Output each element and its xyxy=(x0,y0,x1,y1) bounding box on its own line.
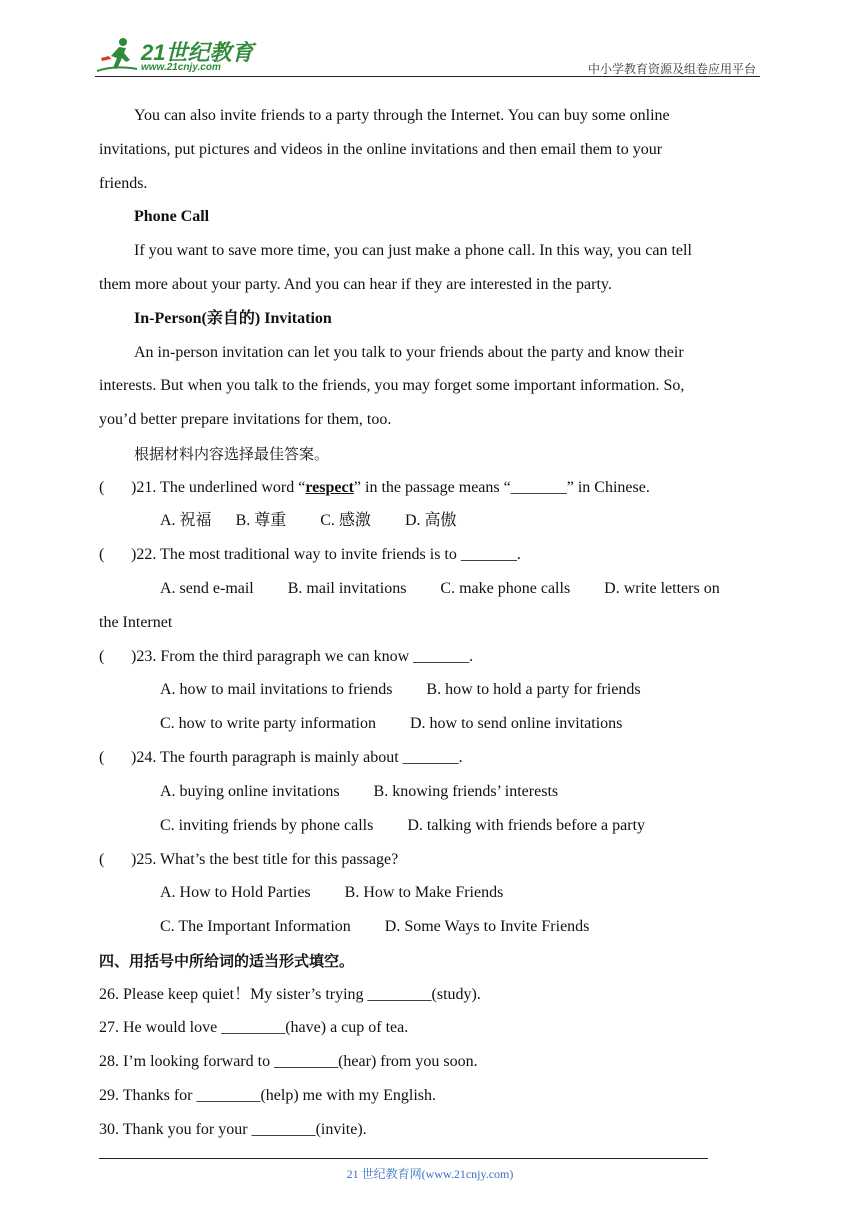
option-d: D. talking with friends before a party xyxy=(407,817,646,834)
question-27: 27. He would love ________(have) a cup of tea. xyxy=(99,1019,409,1036)
option-a: A. how to mail invitations to friends xyxy=(160,681,393,698)
paragraph-line: friends. xyxy=(99,175,148,192)
option-a: A. How to Hold Parties xyxy=(160,884,311,901)
option-a: A. send e-mail xyxy=(160,580,254,597)
option-b: B. how to hold a party for friends xyxy=(426,681,641,698)
question-26: 26. Please keep quiet！My sister’s trying ________(study). xyxy=(99,986,481,1003)
question-25-options-cd xyxy=(160,917,589,937)
paragraph-line: You can also invite friends to a party through the Internet. You can buy some online xyxy=(134,107,670,124)
question-29: 29. Thanks for ________(help) me with my English. xyxy=(99,1087,436,1104)
option-d: D. Some Ways to Invite Friends xyxy=(384,918,590,935)
paragraph-line: you’d better prepare invitations for them, too. xyxy=(99,411,392,428)
question-24-options-ab xyxy=(160,782,558,802)
option-c: C. make phone calls xyxy=(440,580,571,597)
paragraph-line: interests. But when you talk to the friends, you may forget some important information. So, xyxy=(99,377,685,394)
question-stem: )23. From the third paragraph we can know _______. xyxy=(131,648,474,665)
section-heading-in-person: In-Person(亲自的) Invitation xyxy=(134,310,332,327)
question-23-options-cd xyxy=(160,714,622,734)
option-c: C. inviting friends by phone calls xyxy=(160,817,374,834)
question-stem: )21. The underlined word “ xyxy=(131,479,306,496)
underlined-word: respect xyxy=(305,479,354,496)
option-a: A. buying online invitations xyxy=(160,783,340,800)
option-b: B. 尊重 xyxy=(235,512,287,529)
answer-bracket: ( xyxy=(99,479,105,496)
section-4-title: 四、用括号中所给词的适当形式填空。 xyxy=(99,952,355,970)
answer-bracket: ( xyxy=(99,851,105,868)
question-21 xyxy=(99,478,650,498)
paragraph-line: them more about your party. And you can hear if they are interested in the party. xyxy=(99,276,612,293)
option-d: D. 高傲 xyxy=(404,512,457,529)
paragraph-line: If you want to save more time, you can just make a phone call. In this way, you can tell xyxy=(134,242,692,259)
question-24 xyxy=(99,748,463,768)
instruction-text: 根据材料内容选择最佳答案。 xyxy=(134,445,330,463)
footer-divider xyxy=(99,1158,708,1159)
option-c: C. 感激 xyxy=(320,512,371,529)
question-25 xyxy=(99,850,398,870)
footer-link[interactable]: 21 世纪教育网(www.21cnjy.com) xyxy=(346,1167,514,1181)
option-d: D. write letters on xyxy=(604,580,720,597)
question-21-options xyxy=(160,511,457,531)
question-stem: )22. The most traditional way to invite friends is to _______. xyxy=(131,546,521,563)
question-28: 28. I’m looking forward to ________(hear) from you soon. xyxy=(99,1053,478,1070)
paragraph-line: invitations, put pictures and videos in the online invitations and then email them to your xyxy=(99,141,663,158)
option-b: B. knowing friends’ interests xyxy=(373,783,559,800)
logo-url-text: www.21cnjy.com xyxy=(141,62,221,73)
page-header xyxy=(95,30,760,78)
answer-bracket: ( xyxy=(99,546,105,563)
section-heading-phone-call: Phone Call xyxy=(134,208,210,225)
question-stem: )25. What’s the best title for this passage? xyxy=(131,851,399,868)
logo-brand-text: 21世纪教育 xyxy=(141,40,254,65)
option-d-continued: the Internet xyxy=(99,614,173,631)
logo xyxy=(95,36,265,74)
question-22 xyxy=(99,545,521,565)
option-c: C. how to write party information xyxy=(160,715,376,732)
platform-label: 中小学教育资源及组卷应用平台 xyxy=(587,62,756,76)
runner-logo-icon xyxy=(95,36,139,74)
option-d: D. how to send online invitations xyxy=(409,715,623,732)
paragraph-line: An in-person invitation can let you talk to your friends about the party and know their xyxy=(134,344,684,361)
option-b: B. mail invitations xyxy=(287,580,407,597)
answer-bracket: ( xyxy=(99,648,105,665)
question-stem: )24. The fourth paragraph is mainly about _______. xyxy=(131,749,463,766)
question-23 xyxy=(99,647,473,667)
question-stem-end: ” in the passage means “_______” in Chinese. xyxy=(353,479,650,496)
option-b: B. How to Make Friends xyxy=(344,884,504,901)
question-25-options-ab xyxy=(160,883,503,903)
question-24-options-cd xyxy=(160,816,645,836)
question-23-options-ab xyxy=(160,680,641,700)
question-22-options xyxy=(160,579,720,599)
answer-bracket: ( xyxy=(99,749,105,766)
question-30: 30. Thank you for your ________(invite). xyxy=(99,1121,367,1138)
option-c: C. The Important Information xyxy=(160,918,351,935)
header-divider xyxy=(95,76,760,77)
option-a: A. 祝福 xyxy=(160,512,212,529)
